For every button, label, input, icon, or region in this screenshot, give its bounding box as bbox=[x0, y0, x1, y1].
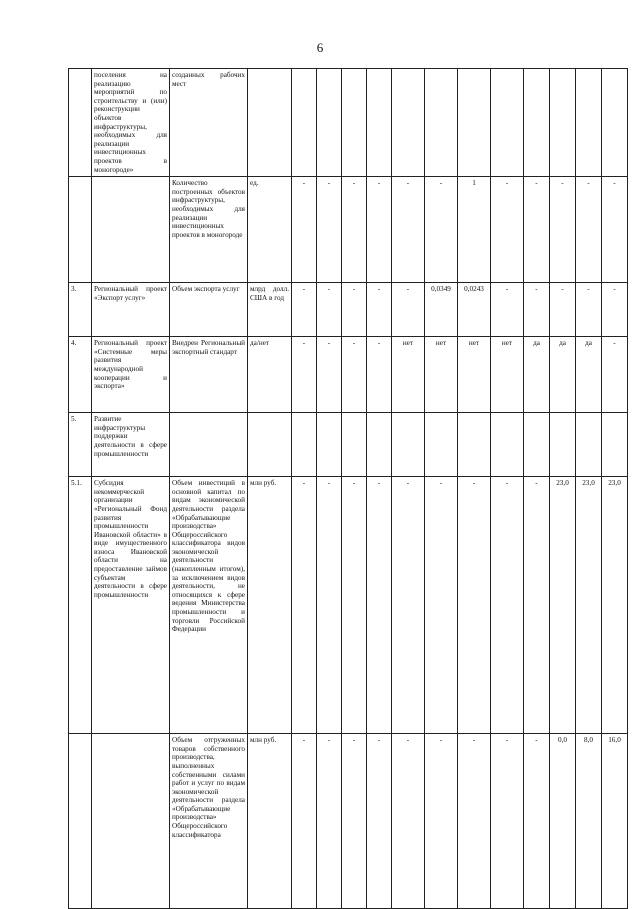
year-value bbox=[602, 413, 628, 477]
year-value: 16,0 bbox=[602, 734, 628, 909]
year-value: - bbox=[292, 283, 317, 337]
year-value: - bbox=[425, 477, 458, 734]
year-value: - bbox=[524, 734, 550, 909]
year-value: - bbox=[317, 477, 342, 734]
year-value bbox=[392, 69, 425, 177]
year-value bbox=[317, 413, 342, 477]
year-value: да bbox=[524, 337, 550, 413]
table-row bbox=[69, 477, 628, 734]
year-value: 23,0 bbox=[602, 477, 628, 734]
year-value: - bbox=[550, 283, 576, 337]
year-value: 0,0243 bbox=[458, 283, 491, 337]
indicator-name: Объем экспорта услуг bbox=[170, 283, 248, 337]
year-value: - bbox=[524, 283, 550, 337]
year-value: - bbox=[317, 177, 342, 283]
year-value: - bbox=[491, 177, 524, 283]
indicator-name bbox=[170, 413, 248, 477]
unit bbox=[248, 69, 292, 177]
year-value: - bbox=[392, 283, 425, 337]
year-value: - bbox=[342, 283, 367, 337]
year-value: - bbox=[317, 734, 342, 909]
row-number bbox=[69, 69, 92, 177]
year-value bbox=[602, 69, 628, 177]
year-value: - bbox=[367, 283, 392, 337]
year-value: 1 bbox=[458, 177, 491, 283]
measure-name: Региональный проект «Системные меры развития международной кооперации и экспорта» bbox=[92, 337, 170, 413]
year-value: 23,0 bbox=[550, 477, 576, 734]
measure-name: поселения на реализацию мероприятий по строительству и (или) реконструкции объектов инфраструктуры, необходимых для реализации инвестиционных проектов в моногороде» bbox=[92, 69, 170, 177]
unit: млрд долл. США в год bbox=[248, 283, 292, 337]
year-value: - bbox=[317, 337, 342, 413]
year-value: нет bbox=[392, 337, 425, 413]
year-value: 0,0349 bbox=[425, 283, 458, 337]
year-value bbox=[524, 69, 550, 177]
table-row bbox=[69, 413, 628, 477]
year-value: - bbox=[602, 283, 628, 337]
year-value: - bbox=[392, 734, 425, 909]
year-value bbox=[342, 69, 367, 177]
year-value: - bbox=[342, 337, 367, 413]
year-value: - bbox=[602, 177, 628, 283]
unit: ед. bbox=[248, 177, 292, 283]
measure-name bbox=[92, 177, 170, 283]
measure-name: Субсидия некоммерческой организации «Региональный Фонд развития промышленности Ивановской области» в виде имущественного взноса Ивановской области на предоставление займов субъектам деятельности в сфере промышленности bbox=[92, 477, 170, 734]
year-value: - bbox=[292, 177, 317, 283]
year-value: - bbox=[342, 734, 367, 909]
year-value: нет bbox=[491, 337, 524, 413]
indicators-table bbox=[68, 68, 628, 909]
year-value: 8,0 bbox=[576, 734, 602, 909]
year-value: - bbox=[367, 477, 392, 734]
year-value: - bbox=[392, 177, 425, 283]
row-number: 5. bbox=[69, 413, 92, 477]
unit: млн руб. bbox=[248, 734, 292, 909]
measure-name bbox=[92, 734, 170, 909]
table-row bbox=[69, 283, 628, 337]
year-value: - bbox=[425, 734, 458, 909]
year-value bbox=[550, 413, 576, 477]
year-value: - bbox=[491, 283, 524, 337]
year-value bbox=[550, 69, 576, 177]
indicator-name: Объем инвестиций в основной капитал по видам экономической деятельности раздела «Обрабатывающие производства» Общероссийского классификатора видов экономической деятельности (накопленным итогом), за исключением видов деятельности, не относящихся к сфере ведения Министерства промышленности и торговли Российской Федерации bbox=[170, 477, 248, 734]
year-value bbox=[292, 413, 317, 477]
year-value bbox=[458, 413, 491, 477]
year-value bbox=[425, 413, 458, 477]
year-value bbox=[367, 69, 392, 177]
row-number: 5.1. bbox=[69, 477, 92, 734]
year-value: да bbox=[576, 337, 602, 413]
year-value: - bbox=[367, 734, 392, 909]
row-number: 3. bbox=[69, 283, 92, 337]
year-value: нет bbox=[458, 337, 491, 413]
year-value: - bbox=[491, 477, 524, 734]
year-value: - bbox=[458, 734, 491, 909]
measure-name: Развитие инфраструктуры поддержки деятельности в сфере промышленности bbox=[92, 413, 170, 477]
indicator-name: Объем отгруженных товаров собственного производства, выполненных собственными силами работ и услуг по видам экономической деятельности раздела «Обрабатывающие производства» Общероссийского классификатора bbox=[170, 734, 248, 909]
year-value: - bbox=[425, 177, 458, 283]
year-value: - bbox=[576, 177, 602, 283]
year-value: - bbox=[524, 477, 550, 734]
year-value: - bbox=[292, 477, 317, 734]
year-value: - bbox=[367, 337, 392, 413]
year-value bbox=[317, 69, 342, 177]
year-value bbox=[292, 69, 317, 177]
year-value: 0,0 bbox=[550, 734, 576, 909]
table-row bbox=[69, 177, 628, 283]
year-value: - bbox=[576, 283, 602, 337]
year-value: - bbox=[367, 177, 392, 283]
unit: да/нет bbox=[248, 337, 292, 413]
year-value bbox=[524, 413, 550, 477]
year-value bbox=[342, 413, 367, 477]
year-value: - bbox=[342, 477, 367, 734]
year-value bbox=[576, 413, 602, 477]
year-value: - bbox=[292, 337, 317, 413]
year-value: - bbox=[491, 734, 524, 909]
row-number bbox=[69, 734, 92, 909]
indicator-name: Количество построенных объектов инфраструктуры, необходимых для реализации инвестиционных проектов в моногороде bbox=[170, 177, 248, 283]
year-value: - bbox=[317, 283, 342, 337]
page-number: 6 bbox=[316, 40, 324, 55]
year-value: - bbox=[458, 477, 491, 734]
table-row bbox=[69, 337, 628, 413]
unit: млн руб. bbox=[248, 477, 292, 734]
year-value: - bbox=[602, 337, 628, 413]
year-value: да bbox=[550, 337, 576, 413]
year-value: 23,0 bbox=[576, 477, 602, 734]
year-value: - bbox=[292, 734, 317, 909]
year-value bbox=[491, 413, 524, 477]
year-value bbox=[576, 69, 602, 177]
row-number: 4. bbox=[69, 337, 92, 413]
indicator-name: Внедрен Региональный экспортный стандарт bbox=[170, 337, 248, 413]
year-value: - bbox=[392, 477, 425, 734]
year-value bbox=[367, 413, 392, 477]
table-row bbox=[69, 734, 628, 909]
year-value bbox=[491, 69, 524, 177]
unit bbox=[248, 413, 292, 477]
measure-name: Региональный проект «Экспорт услуг» bbox=[92, 283, 170, 337]
year-value bbox=[458, 69, 491, 177]
year-value: - bbox=[550, 177, 576, 283]
table-row bbox=[69, 69, 628, 177]
year-value: - bbox=[342, 177, 367, 283]
indicator-name: созданных рабочих мест bbox=[170, 69, 248, 177]
year-value bbox=[425, 69, 458, 177]
year-value bbox=[392, 413, 425, 477]
row-number bbox=[69, 177, 92, 283]
year-value: нет bbox=[425, 337, 458, 413]
year-value: - bbox=[524, 177, 550, 283]
